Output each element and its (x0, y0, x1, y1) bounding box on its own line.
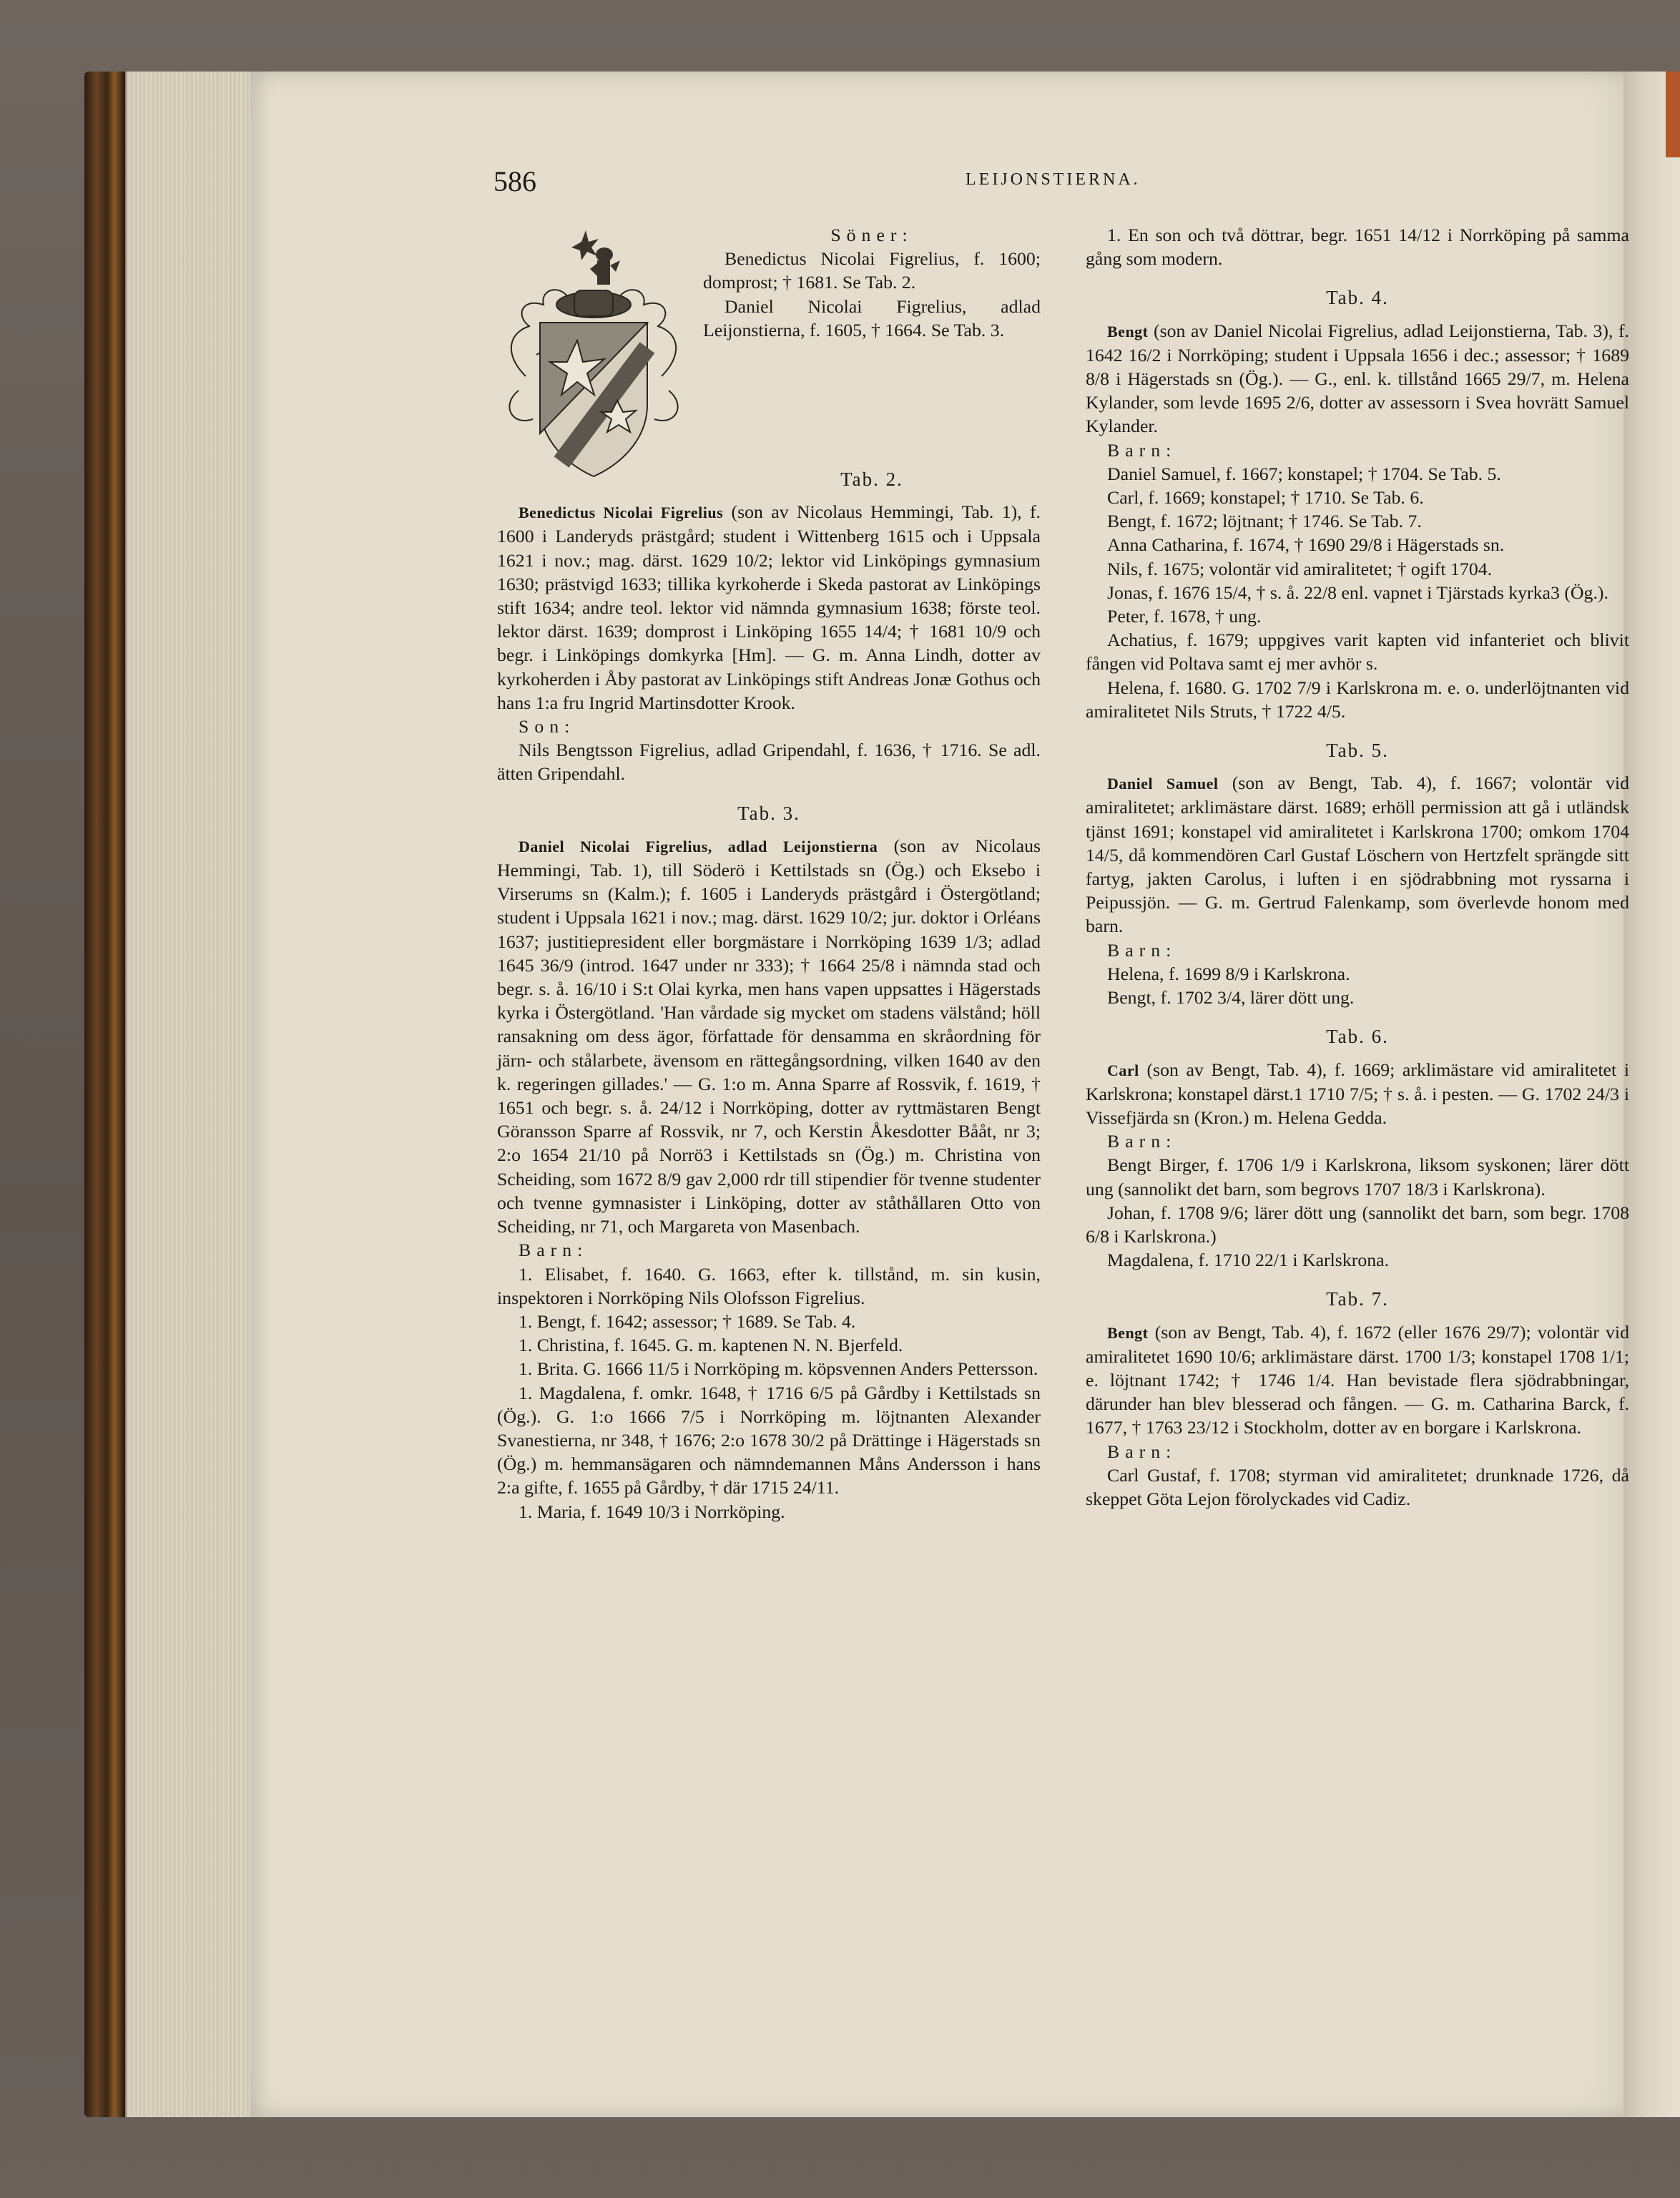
tab-5-barn-heading: Barn: (1107, 939, 1177, 961)
tab-7-text: (son av Bengt, Tab. 4), f. 1672 (eller 1676 29/7); volontär vid amiralitetet 1690 10/6; arklimästare därst. 1700 1/3; konstapel 1708 1/1; e. löjtnant 1742; † 1746 1/4. Han bevistade flera sjödrabbningar, därunder han blev blesserad och fången. — G. m. Catharina Barck, f. 1677, † 1763 23/12 i Stockholm, dotter av en borgare i Karlskrona. (1086, 1321, 1629, 1438)
tab-2-entry (497, 500, 1041, 715)
child-entry: Helena, f. 1680. G. 1702 7/9 i Karlskrona m. e. o. underlöjtnanten vid amiralitetet Nils Struts, † 1722 4/5. (1086, 677, 1629, 722)
tab-3-heading: Tab. 3. (737, 802, 800, 824)
tab-7-barn-heading: Barn: (1107, 1441, 1177, 1462)
tab-6-entry (1086, 1058, 1629, 1130)
tab-6-text: (son av Bengt, Tab. 4), f. 1669; arklimästare vid amiralitetet i Karlskrona; konstapel därst.1 1710 7/5; † s. å. i pesten. — G. 1702 24/3 i Vissefjärda sn (Kron.) m. Helena Gedda. (1086, 1059, 1629, 1128)
child-entry: 1. Bengt, f. 1642; assessor; † 1689. Se Tab. 4. (519, 1310, 856, 1332)
child-entry: Daniel Samuel, f. 1667; konstapel; † 1704. Se Tab. 5. (1107, 463, 1501, 484)
son-entry: Daniel Nicolai Figrelius, adlad Leijonstierna, f. 1605, † 1664. Se Tab. 3. (703, 295, 1041, 340)
child-entry: Jonas, f. 1676 15/4, † s. å. 22/8 enl. vapnet i Tjärstads kyrka3 (Ög.). (1107, 582, 1608, 603)
tab-7-lead: Bengt (1107, 1323, 1149, 1342)
tab-4-text: (son av Daniel Nicolai Figrelius, adlad Leijonstierna, Tab. 3), f. 1642 16/2 i Norrköping; student i Uppsala 1656 i dec.; assessor; † 1689 8/8 i Hägerstads sn (Ög.). — G., enl. k. tillstånd 1665 29/7, m. Helena Kylander, som levde 1695 2/6, dotter av assessorn i Svea hovrätt Samuel Kylander. (1086, 320, 1629, 437)
page-number: 586 (493, 165, 536, 197)
coat-of-arms (497, 226, 690, 484)
tab-2-son-heading: Son: (519, 716, 576, 737)
tab-5-entry (1086, 771, 1629, 938)
tab-3-barn-heading: Barn: (519, 1240, 589, 1261)
tab-7-entry (1086, 1320, 1629, 1440)
page-title: LEIJONSTIERNA. (966, 170, 1141, 189)
son-entry: Benedictus Nicolai Figrelius, f. 1600; domprost; † 1681. Se Tab. 2. (703, 248, 1041, 293)
tab-7-heading: Tab. 7. (1326, 1288, 1389, 1310)
sons-block (497, 223, 1041, 452)
child-entry: Peter, f. 1678, † ung. (1107, 606, 1262, 627)
tab-4-barn-heading: Barn: (1107, 439, 1177, 461)
running-head (493, 165, 1609, 207)
child-entry: 1. Christina, f. 1645. G. m. kaptenen N. N. Bjerfeld. (519, 1335, 903, 1356)
tab-4-lead: Bengt (1107, 322, 1149, 340)
tab-5-heading: Tab. 5. (1326, 740, 1389, 762)
child-entry: 1. Elisabet, f. 1640. G. 1663, efter k. tillstånd, m. sin kusin, inspektoren i Norrköping Nils Olofsson Figrelius. (497, 1263, 1041, 1308)
page-edges (125, 72, 255, 2117)
tab-2-heading: Tab. 2. (840, 468, 903, 490)
child-entry: Magdalena, f. 1710 22/1 i Karlskrona. (1107, 1250, 1390, 1271)
right-column (1086, 223, 1629, 1511)
child-entry: 1. Magdalena, f. omkr. 1648, † 1716 6/5 på Gårdby i Kettilstads sn (Ög.). G. 1:o 1666 7/5 i Norrköping m. löjtnanten Alexander Svanestierna, nr 348, † 1676; 2:o 1678 30/2 på Drättinge i Hägerstads sn (Ög.) m. hemmansägaren och nämndemannen Måns Andersson i hans 2:a gifte, f. 1655 på Gårdby, † där 1715 24/11. (497, 1382, 1041, 1498)
child-entry: Anna Catharina, f. 1674, † 1690 29/8 i Hägerstads sn. (1107, 534, 1505, 556)
child-entry: 1. Maria, f. 1649 10/3 i Norrköping. (519, 1501, 785, 1522)
sons-heading: Söner: (830, 225, 913, 245)
coat-of-arms-image (497, 226, 690, 484)
tab-4-entry (1086, 319, 1629, 438)
tab-5-text: (son av Bengt, Tab. 4), f. 1667; volontär vid amiralitetet; arklimästare därst. 1689; erhöll permission att gå i utländsk tjänst 1691; konstapel vid amiralitetet i Karlskrona 1700; omkom 1704 14/5, då kommendören Carl Gustaf Löschern von Hertzfelt sprängde sitt fartyg, jakten Carolus, i luften i en sjödrabbning mot ryssarna i Peipussjön. — G. m. Gertrud Falenkamp, som överlevde honom med barn. (1086, 772, 1629, 937)
child-entry: Bengt, f. 1672; löjtnant; † 1746. Se Tab. 7. (1107, 511, 1422, 532)
tab-3-text: (son av Nicolaus Hemmingi, Tab. 1), till Söderö i Kettilstads sn (Ög.) och Eksebo i Virserums sn (Kalm.); f. 1605 i Landeryds prästgård i Östergötland; student i Uppsala 1621 i nov.; mag. därst. 1629 10/2; jur. doktor i Orléans 1637; justitiepresident eller borgmästare i Norrköping 1639 1/3; adlad 1645 36/9 (introd. 1647 under nr 333); † 1664 25/8 i nämnda stad och begr. s. å. 16/10 i S:t Olai kyrka, men hans vapen uppsattes i Hägerstads kyrka i Östergötland. 'Han vårdade sig mycket om stadens välstånd; höll ransakning om dess ägor, författade för densamma en skråordning för järn- och stålarbete, ävensom en rättegångsordning, vilken 1640 av den k. regeringen gillades.' — G. 1:o m. Anna Sparre af Rossvik, f. 1619, † 1651 och begr. s. å. 24/12 i Norrköping, dotter av ryttmästaren Bengt Göransson Sparre af Rossvik, nr 7, och Kerstin Åkesdotter Bååt, nr 3; 2:o 1654 21/10 på Norrö3 i Kettilstads sn (Ög.) m. Christina von Scheiding, som 1672 8/9 gav 2,000 rdr till stipendier för tvenne studenter och tvenne gymnasister i Linköping, dotter av ståthållaren Otto von Scheiding, nr 71, och Margareta von Masenbach. (497, 835, 1041, 1237)
tab-6-lead: Carl (1107, 1061, 1139, 1079)
tab-6-heading: Tab. 6. (1326, 1026, 1389, 1048)
tab-2-lead: Benedictus Nicolai Figrelius (519, 504, 724, 522)
child-entry: Bengt Birger, f. 1706 1/9 i Karlskrona, liksom syskonen; lärer dött ung (sannolikt det barn, som begrovs 1707 18/3 i Karlskrona). (1086, 1154, 1629, 1199)
child-entry: Nils, f. 1675; volontär vid amiralitetet; † ogift 1704. (1107, 558, 1493, 579)
child-entry: Helena, f. 1699 8/9 i Karlskrona. (1107, 963, 1350, 984)
child-entry: Carl Gustaf, f. 1708; styrman vid amiralitetet; drunknade 1726, då skeppet Göta Lejon förolyckades vid Cadiz. (1086, 1464, 1629, 1509)
tab-3-entry (497, 834, 1041, 1238)
child-entry: Achatius, f. 1679; uppgives varit kapten vid infanteriet och blivit fången vid Poltava samt ej mer avhör s. (1086, 629, 1629, 674)
tab-6-barn-heading: Barn: (1107, 1131, 1177, 1152)
child-entry: 1. Brita. G. 1666 11/5 i Norrköping m. köpsvennen Anders Pettersson. (519, 1358, 1038, 1380)
tab-2-son-text: Nils Bengtsson Figrelius, adlad Gripendahl, f. 1636, † 1716. Se adl. ätten Gripendahl. (497, 740, 1041, 785)
child-entry: Johan, f. 1708 9/6; lärer dött ung (sannolikt det barn, som begr. 1708 6/8 i Karlskrona.) (1086, 1202, 1629, 1247)
facing-page-edge (1623, 72, 1680, 2117)
tab-2-text: (son av Nicolaus Hemmingi, Tab. 1), f. 1600 i Landeryds prästgård; student i Wittenberg 1615 och i Uppsala 1621 i nov.; mag. därst. 1629 10/2; lektor vid Linköpings gymnasium 1630; prästvigd 1633; tillika kyrkoherde i Skeda pastorat av Linköpings stift 1634; andre teol. lektor vid nämnda gymnasium 1638; förste teol. lektor därst. 1639; domprost i Linköping 1655 14/4; † 1681 10/9 och begr. i Linköpings domkyrka [Hm]. — G. m. Anna Lindh, dotter av kyrkoherden i Åby pastorat av Linköpings stift Andreas Jonæ Gothus och hans 1:a fru Ingrid Martinsdotter Krook. (497, 501, 1041, 713)
child-entry: Bengt, f. 1702 3/4, lärer dött ung. (1107, 987, 1355, 1009)
tab-4-heading: Tab. 4. (1326, 287, 1389, 309)
left-column (497, 223, 1041, 1524)
continued-entry: 1. En son och två döttrar, begr. 1651 14/12 i Norrköping på samma gång som modern. (1086, 225, 1629, 270)
tab-5-lead: Daniel Samuel (1107, 775, 1219, 793)
child-entry: Carl, f. 1669; konstapel; † 1710. Se Tab. 6. (1107, 487, 1424, 509)
tab-3-lead: Daniel Nicolai Figrelius, adlad Leijonstierna (519, 837, 878, 855)
